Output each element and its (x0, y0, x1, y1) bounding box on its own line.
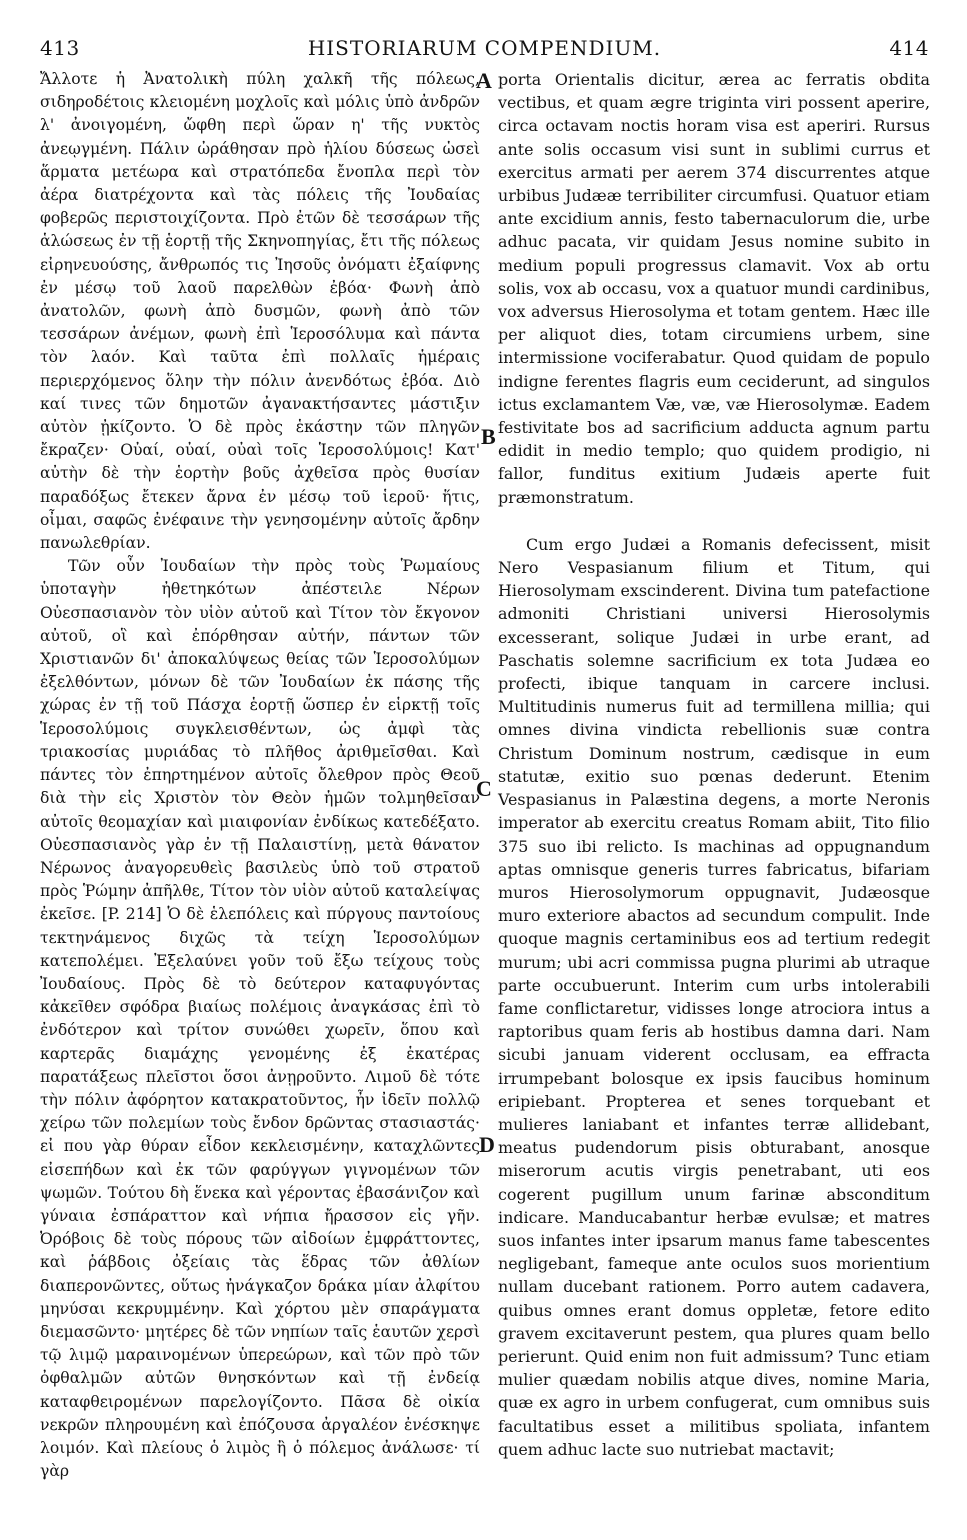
page-number-right: 414 (889, 36, 929, 60)
latin-column (498, 68, 930, 1461)
latin-paragraph-2: Cum ergo Judæi a Romanis defecissent, misit Nero Vespasianum filium et Titum, qui Hierosolymam exscinderent. Divina tum patefactione admoniti Christiani universi Hierosolymis excesserant, solique Judæi in urbe erant, ad Paschatis solemne sacrificium ex tota Judæa eo profecti, ibique tanquam in carcere inclusi. Multitudinis numerus fuit ad termillena millia; qui omnes divina vindicta rebellionis suæ contra Christum Dominum nostrum, cædisque in eum statutæ, exitio suo pœnas dederunt. Etenim Vespasianus in Palæstina degens, a morte Neronis imperator ab exercitu creatus Romam abiit, Tito filio 375 suo ibi relicto. Is machinas ad oppugnandum aptas omnisque generis turres fabricatus, bifariam muros Hierosolymorum oppugnavit, Judæosque muro exteriore abactos ad secundum compulit. Inde quoque magnis certaminibus eos ad tertium redegit murum; ubi acri commissa pugna plurimi ab utraque parte occubuerunt. Interim cum urbs intolerabili fame conflictaretur, vidisses longe atrociora intus a raptoribus quam feris ab hostibus damna dari. Nam sicubi januam viderent occlusam, ea effracta irrumpebant bolosque ex ipsis faucibus hominum eripiebant. Propterea et senes torquebant et mulieres laniabant et infantes terræ allidebant, meatus pudendorum pisis obturabant, anosque miserorum acutis virgis penetrabant, uti eos cogerent pugillum unum farinæ absconditum indicare. Manducabantur herbæ evulsæ; et matres suos infantes inter ipsarum manus fame tabescentes negligebant, fameque ante oculos suos morientium nullam ducebant rationem. Porro autem cadavera, quibus omnes erant domus oppletæ, fetore edito gravem excitaverunt pestem, qua plures quam bello perierunt. Quid enim non fuit admissum? Tunc etiam mulier quædam nobilis atque dives, nomine Maria, quæ ex agro in urbem confugerat, cum omnibus suis facultatibus esset a militibus spoliata, infantem quem adhuc lacte suo nutriebat mactavit; (498, 534, 930, 1459)
page-number-left: 413 (40, 36, 80, 60)
section-marker-d: D (479, 1132, 495, 1157)
section-marker-c: C (476, 776, 492, 801)
page-header (40, 36, 929, 66)
section-marker-a: A (476, 68, 492, 93)
greek-paragraph-2: Τῶν οὖν Ἰουδαίων τὴν πρὸς τοὺς Ῥωμαίους ὑποταγὴν ἠθετηκότων ἀπέστειλε Νέρων Οὐεσπασιανὸν τὸν υἱὸν αὐτοῦ καὶ Τίτον τὸν ἔκγονον αὐτοῦ, οἳ καὶ ἐπόρθησαν αὐτήν, πάντων τῶν Χριστιανῶν δι' ἀποκαλύψεως θείας τῶν Ἱεροσολύμων ἐξελθόντων, μόνων δὲ τῶν Ἰουδαίων ἐκ πάσης τῆς χώρας ἐν τῇ τοῦ Πάσχα ἑορτῇ ὥσπερ ἐν εἱρκτῇ τοῖς Ἱεροσολύμοις συγκλεισθέντων, ὡς ἀμφὶ τὰς τριακοσίας μυριάδας τὸ πλῆθος ἀριθμεῖσθαι. Καὶ πάντες τὸν ἐπηρτημένον αὐτοῖς ὄλεθρον πρὸς Θεοῦ διὰ τὴν εἰς Χριστὸν τὸν Θεὸν ἡμῶν τολμηθεῖσαν αὐτοῖς θεομαχίαν καὶ μιαιφονίαν ἐνδίκως κατεδέξατο. Οὐεσπασιανὸς γὰρ ἐν τῇ Παλαιστίνῃ, μετὰ θάνατον Νέρωνος ἀναγορευθεὶς βασιλεὺς ὑπὸ τοῦ στρατοῦ πρὸς Ῥώμην ἀπῆλθε, Τίτον τὸν υἱὸν αὐτοῦ καταλείψας ἐκεῖσε. [P. 214] Ὁ δὲ ἑλεπόλεις καὶ πύργους παντοίους τεκτηνάμενος διχῶς τὰ τείχη Ἱεροσολύμων κατεπολέμει. Ἐξελαύνει γοῦν τοῦ ἔξω τείχους τοὺς Ἰουδαίους. Πρὸς δὲ τὸ δεύτερον καταφυγόντας κἀκεῖθεν σφόδρα βιαίως πολέμοις ἀναγκάσας ἐπὶ τὸ ἐνδότερον καὶ τρίτον συνώθει χωρεῖν, ὅπου καὶ καρτερᾶς διαμάχης γενομένης ἐξ ἑκατέρας παρατάξεως πλεῖστοι ὅσοι ἀνῃροῦντο. Λιμοῦ δὲ τότε τὴν πόλιν ἀφόρητον κατακρατοῦντος, ἦν ἰδεῖν πολλῷ χείρω τῶν πολεμίων τοὺς ἔνδον δρῶντας στασιαστάς· εἰ που γὰρ θύραν εἶδον κεκλεισμένην, καταχλῶντες εἰσεπήδων καὶ ἐκ τῶν φαρύγγων γιγνομένων τῶν ψωμῶν. Τούτου δὴ ἕνεκα καὶ γέροντας ἐβασάνιζον καὶ γύναια ἐσπάραττον καὶ νήπια ἤρασσον εἰς γῆν. Ὀρόβοις δὲ τοὺς πόρους τῶν αἰδοίων ἐμφράττοντες, καὶ ῥάβδοις ὀξείαις τὰς ἕδρας τῶν ἀθλίων διαπερονῶντες, οὕτως ἠνάγκαζον δράκα μίαν ἀλφίτου μηνύσαι κεκρυμμένην. Καὶ χόρτου μὲν σπαράγματα διεμασῶντο· μητέρες δὲ τῶν νηπίων ταῖς ἑαυτῶν χερσὶ τῷ λιμῷ μαραινομένων ὑπερεώρων, καὶ τῶν πρὸ τῶν ὀφθαλμῶν αὐτῶν θνησκόντων καὶ τῇ ἐνδείᾳ καταφθειρομένων παρελογίζοντο. Πᾶσα δὲ οἰκία νεκρῶν πληρουμένη καὶ ἐπόζουσα ἀργαλέον ἐνέσκηψε λοιμόν. Καὶ πλείους ὁ λιμὸς ἢ ὁ πόλεμος ἀνάλωσε· τί γὰρ (40, 557, 480, 1481)
section-marker-b: B (481, 424, 496, 449)
latin-paragraph-1: porta Orientalis dicitur, ærea ac ferratis obdita vectibus, et quam ægre triginta viri possent aperire, circa octavam noctis horam visa est aperiri. Rursus ante solis occasum visi sunt in sublimi currus et exercitus armati per aerem 374 discurrentes atque urbibus Judææ terribiliter circumfusi. Quatuor etiam ante excidium annis, festo tabernaculorum die, urbe adhuc pacata, vir quidam Jesus nomine subito in medium populi progressus clamavit. Vox ab ortu solis, vox ab occasu, vox a quatuor mundi cardinibus, vox adversus Hierosolyma et totam gentem. Hæc ille per aliquot dies, totam circumiens urbem, sine intermissione vociferabatur. Quod quidam de populo indigne ferentes flagris eum ceciderunt, ad singulos ictus exclamantem Væ, væ, væ Hierosolymæ. Eadem festivitate bos ad sacrificium adducta agnum partu edidit in medio templo; quo quidem prodigio, ni fallor, funditus exitium Judæis aperte fuit præmonstratum. (498, 70, 930, 507)
greek-paragraph-1: Ἄλλοτε ἡ Ἀνατολικὴ πύλη χαλκῆ τῆς πόλεως, σιδηροδέτοις κλειομένη μοχλοῖς καὶ μόλις ὑπὸ ἀνδρῶν λ' ἀνοιγομένη, ὤφθη περὶ ὥραν η' τῆς νυκτὸς ἀνεῳγμένη. Πάλιν ὠράθησαν πρὸ ἡλίου δύσεως ὡσεὶ ἅρματα μετέωρα καὶ στρατόπεδα ἔνοπλα περὶ τὸν ἀέρα διατρέχοντα καὶ τὰς πόλεις τῆς Ἰουδαίας φοβερῶς περιστοιχίζοντα. Πρὸ ἐτῶν δὲ τεσσάρων τῆς ἁλώσεως ἐν τῇ ἑορτῇ τῆς Σκηνοπηγίας, ἔτι τῆς πόλεως εἰρηνευούσης, ἄνθρωπός τις Ἰησοῦς ὀνόματι ἐξαίφνης ἐν μέσῳ τοῦ λαοῦ παρελθὼν ἐβόα· Φωνὴ ἀπὸ ἀνατολῶν, φωνὴ ἀπὸ δυσμῶν, φωνὴ ἀπὸ τῶν τεσσάρων ἀνέμων, φωνὴ ἐπὶ Ἱεροσόλυμα καὶ πάντα τὸν λαόν. Καὶ ταῦτα ἐπὶ πολλαῖς ἡμέραις περιερχόμενος ὅλην τὴν πόλιν ἀνενδότως ἐβόα. Διὸ καί τινες τῶν δημοτῶν ἀγανακτήσαντες μάστιξιν αὐτὸν ᾐκίζοντο. Ὁ δὲ πρὸς ἑκάστην τῶν πληγῶν ἔκραζεν· Οὐαί, οὐαί, οὐαὶ τοῖς Ἱεροσολύμοις! Κατ' αὐτὴν δὲ τὴν ἑορτὴν βοῦς ἀχθεῖσα πρὸς θυσίαν παραδόξως ἔτεκεν ἄρνα ἐν μέσῳ τοῦ ἱεροῦ· ἥτις, οἶμαι, σαφῶς ἐνέφαινε τὴν γενησομένην αὐτοῖς ἄρδην πανωλεθρίαν. (40, 70, 480, 553)
running-title: HISTORIARUM COMPENDIUM. (307, 36, 662, 60)
greek-column (40, 68, 480, 1483)
